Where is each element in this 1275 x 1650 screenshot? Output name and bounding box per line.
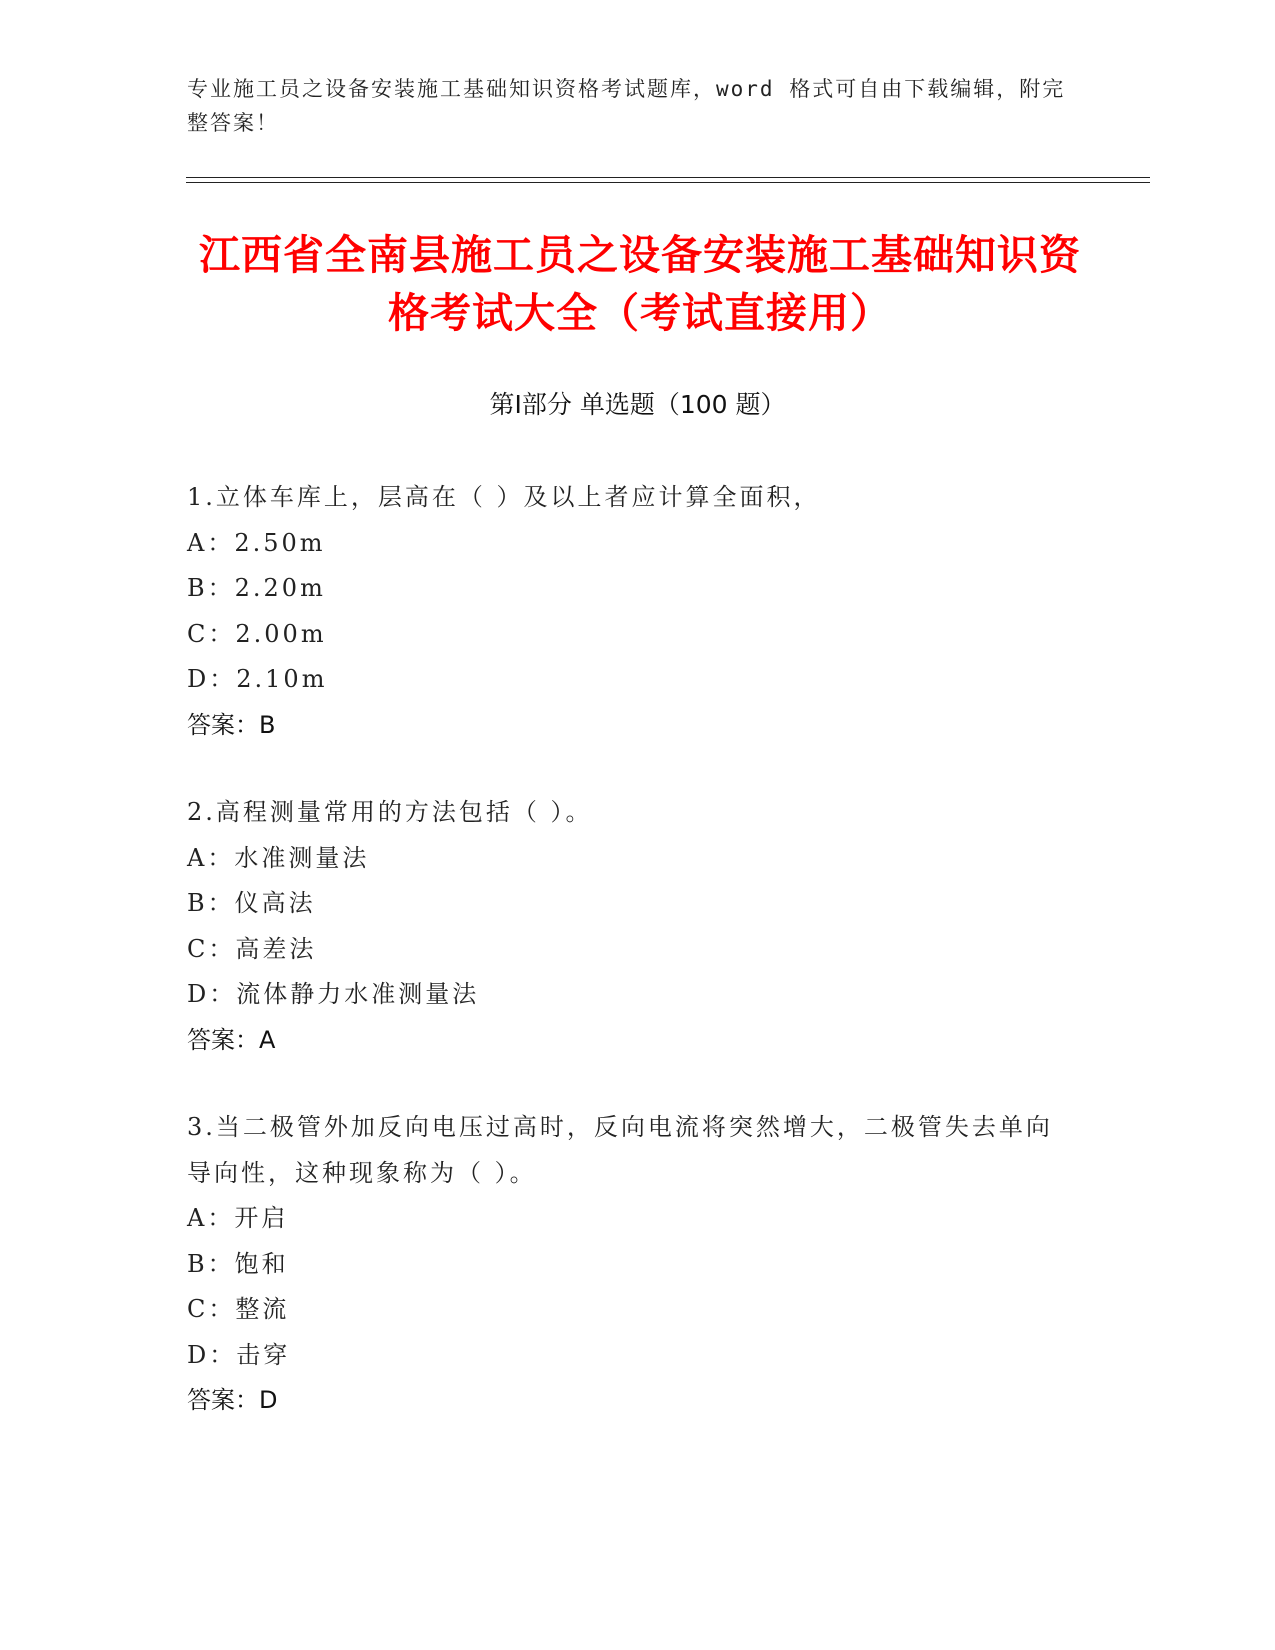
option-text: 2.50m	[234, 528, 326, 557]
option-c	[187, 927, 1067, 973]
option-d	[187, 972, 1067, 1018]
answer: 答案：A	[187, 1025, 276, 1054]
option-key: B：	[187, 1249, 235, 1278]
question-list	[187, 475, 1067, 1466]
option-text: 饱和	[234, 1249, 289, 1278]
option-c	[187, 612, 1067, 658]
section-title: 第Ⅰ部分 单选题（100 题）	[489, 390, 786, 419]
option-key: D：	[187, 980, 237, 1008]
question-stem: 1.立体车库上，层高在（ ）及以上者应计算全面积，	[187, 483, 821, 511]
option-key: C：	[187, 619, 236, 648]
question-1	[187, 475, 1067, 748]
document-title: 江西省全南县施工员之设备安装施工基础知识资格考试大全（考试直接用）	[199, 231, 1081, 337]
option-b	[187, 1242, 1067, 1288]
option-key: D：	[187, 1340, 237, 1369]
question-stem: 2.高程测量常用的方法包括（ ）。	[187, 798, 593, 826]
option-text: 仪高法	[234, 889, 316, 917]
option-d	[187, 1333, 1067, 1379]
answer: 答案：B	[187, 710, 276, 739]
option-text: 2.10m	[236, 665, 328, 693]
option-a	[187, 521, 1067, 567]
header-note: 专业施工员之设备安装施工基础知识资格考试题库，word 格式可自由下载编辑，附完整答案！	[187, 77, 1066, 135]
option-key: A：	[187, 1204, 235, 1232]
option-text: 流体静力水准测量法	[236, 980, 480, 1008]
question-2	[187, 790, 1067, 1063]
option-key: B：	[187, 574, 235, 602]
option-b	[187, 881, 1067, 927]
option-text: 整流	[235, 1295, 290, 1323]
answer: 答案：D	[187, 1386, 278, 1414]
header-divider-bottom	[186, 182, 1150, 183]
option-text: 水准测量法	[234, 843, 370, 872]
option-key: C：	[187, 934, 236, 963]
option-d	[187, 657, 1067, 703]
option-a	[187, 1196, 1067, 1242]
question-stem: 3.当二极管外加反向电压过高时，反向电流将突然增大，二极管失去单向导向性，这种现象称为（ ）。	[187, 1113, 1053, 1187]
option-b	[187, 566, 1067, 612]
option-a	[187, 836, 1067, 882]
option-text: 高差法	[235, 934, 317, 963]
option-key: B：	[187, 889, 235, 917]
header-divider-top	[186, 177, 1150, 178]
question-3	[187, 1105, 1067, 1424]
option-text: 击穿	[236, 1340, 291, 1369]
option-key: D：	[187, 665, 237, 693]
option-key: C：	[187, 1295, 236, 1323]
option-text: 开启	[234, 1204, 289, 1232]
option-text: 2.20m	[234, 574, 326, 602]
option-key: A：	[187, 843, 235, 872]
option-text: 2.00m	[235, 619, 327, 648]
option-c	[187, 1287, 1067, 1333]
option-key: A：	[187, 528, 235, 557]
